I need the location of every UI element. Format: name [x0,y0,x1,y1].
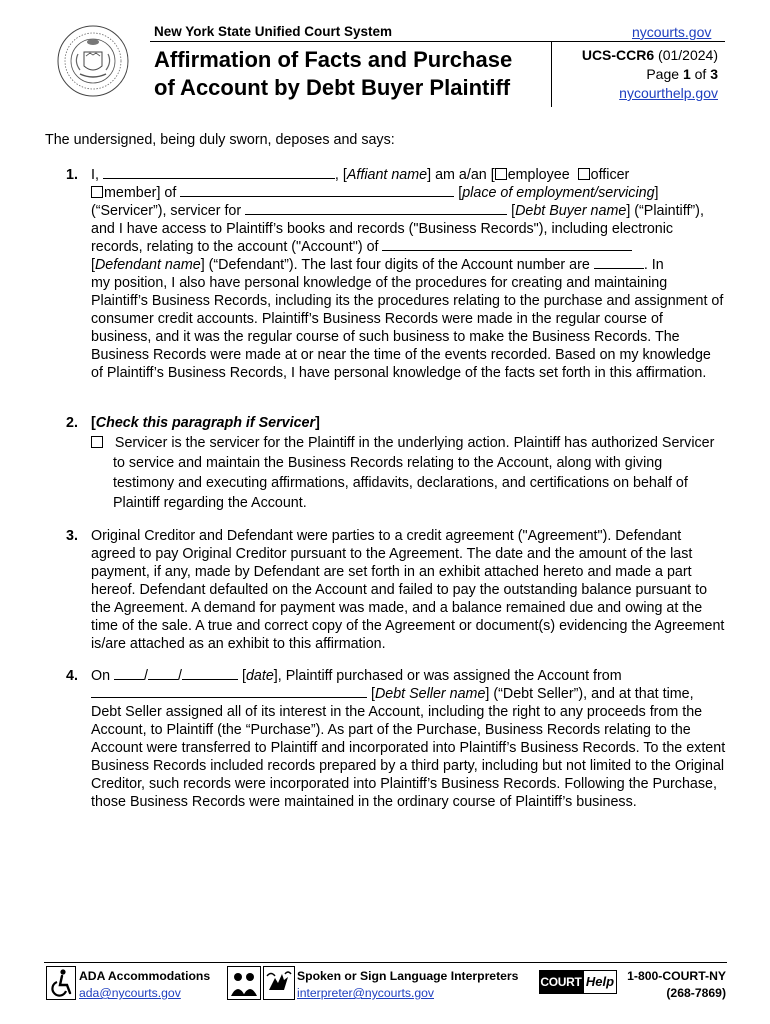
header-divider [551,42,552,107]
date-day-field[interactable] [148,667,178,680]
debt-buyer-field[interactable] [245,202,507,215]
phone-number: 1-800-COURT-NY [627,969,726,983]
logo-help-text: Help [583,970,617,994]
phone-digits: (268-7869) [666,986,726,1000]
court-system-name: New York State Unified Court System [154,24,393,39]
form-code: UCS-CCR6 [581,47,655,63]
logo-court-text: COURT [539,970,583,994]
place-label: place of employment/servicing [462,185,655,201]
ada-label: ADA Accommodations [79,969,211,983]
buyer-label: Debt Buyer name [515,203,627,219]
employee-checkbox[interactable] [495,168,507,180]
text: [ [454,185,463,201]
paragraph-4 [66,667,726,811]
date-month-field[interactable] [114,667,144,680]
member-checkbox[interactable] [91,186,103,198]
text: ] [315,415,320,431]
paragraph-number: 4. [66,668,78,684]
phone-block [620,968,726,1002]
ada-block [79,968,210,1002]
text: . In [643,257,664,273]
form-info [560,46,718,103]
nys-seal-icon [56,22,130,100]
date-label: date [245,668,274,684]
defendant-account-field[interactable] [382,238,632,251]
text: [ [91,257,95,273]
interpreter-label: Spoken or Sign Language Interpreters [297,969,519,983]
page-total: 3 [710,66,718,82]
interpreter-email-link[interactable]: interpreter@nycourts.gov [297,986,435,1000]
account-last-four-field[interactable] [594,256,644,269]
text: ] (“Plaintiff”), [626,203,704,219]
ada-email-link[interactable]: ada@nycourts.gov [79,986,181,1000]
text: and I have access to Plaintiff’s books and records ("Business Records"), including electronic [91,221,674,237]
affiant-name-field[interactable] [103,166,335,179]
paragraph-number: 2. [66,415,78,431]
place-of-employment-field[interactable] [180,184,454,197]
officer-label: officer [590,167,630,183]
page-number: 1 [682,66,691,82]
text: [ [367,686,375,702]
text: ] of [156,185,181,201]
text: ] am a/an [ [427,167,495,183]
text: records, relating to the account ("Account") of [91,239,383,255]
text: ], Plaintiff purchased or was assigned the Account from [273,668,622,684]
sign-language-icon [263,966,295,1000]
officer-checkbox[interactable] [578,168,590,180]
nycourts-link[interactable]: nycourts.gov [632,24,712,40]
text: [ [238,668,246,684]
wheelchair-icon [46,966,76,1000]
text: [ [91,415,96,431]
interpreter-icon [227,966,261,1000]
text: I, [91,167,103,183]
form-date: (01/2024) [654,47,718,63]
text: , [ [334,167,347,183]
text: (“Servicer”), servicer for [91,203,246,219]
courthelp-logo [539,970,617,994]
text: On [91,668,115,684]
form-title-line1: Affirmation of Facts and Purchase [154,47,513,72]
footer-rule [44,962,727,963]
text: ] [654,185,659,201]
form-title [154,46,512,102]
text: [ [507,203,516,219]
text: ] (“Debt Seller”), and at that time, [485,686,694,702]
page-word: Page [646,66,683,82]
employee-label: employee [507,167,570,183]
header-rule [150,41,725,42]
servicer-text: Servicer is the servicer for the Plaintiff in the underlying action. Plaintiff has authorized Servicer to service and maintain the Business Records relating to the Account, along with giving testimony and executing affirmations, affidavits, declarations, and certifications on behalf of Plaintiff regarding the Account. [113,435,715,511]
page-of: of [690,66,711,82]
nycourthelp-link[interactable]: nycourthelp.gov [619,85,718,101]
text: / [144,668,149,684]
intro-text: The undersigned, being duly sworn, deposes and says: [45,132,395,148]
form-title-line2: of Account by Debt Buyer Plaintiff [154,75,511,100]
paragraph-2 [66,414,726,513]
text: / [178,668,183,684]
affiant-label: Affiant name [346,167,428,183]
debt-seller-field[interactable] [91,685,367,698]
date-year-field[interactable] [182,667,238,680]
text: my position, I also have personal knowledge of the procedures for creating and maintaining Plaintiff’s Business Records, including its the procedures relating to the purchase and assignment of consumer credit accounts. Plaintiff’s Business Records were made in the regular course of business, and it was the regular course of such business to make the Business Records. The Business Records were made at or near the time of the events recorded. Based on my knowledge of Plaintiff’s Business Records, I have personal knowledge of the facts set forth in this affirmation. [91,275,724,381]
interpreter-block [297,968,518,1002]
defendant-label: Defendant name [94,257,201,273]
paragraph-number: 3. [66,528,78,544]
paragraph-number: 1. [66,167,78,183]
servicer-checkbox[interactable] [91,436,103,448]
text: ] (“Defendant”). The last four digits of the Account number are [200,257,594,273]
member-label: member [104,185,157,201]
text: Debt Seller assigned all of its interest in the Account, including the right to any proceeds from the Account, to Plaintiff (the “Purchase”). As part of the Purchase, Business Records relating to the Account were transferred to Plaintiff and incorporated into Plaintiff’s Business Records. To the extent Business Records included records prepared by a third party, including but not limited to the Original Creditor, such records were incorporated into Plaintiff’s Business Records. Following the Purchase, those Business Records were maintained in the ordinary course of Plaintiff’s business. [91,704,726,810]
paragraph-1 [66,166,726,382]
seller-label: Debt Seller name [374,686,486,702]
servicer-heading: Check this paragraph if Servicer [95,415,316,431]
agreement-text: Original Creditor and Defendant were parties to a credit agreement ("Agreement"). Defendant agreed to pay Original Creditor pursuant to the Agreement. The date and the amount of the last payment, if any, made by Defendant are set forth in an exhibit attached hereto and made a part hereof. Defendant defaulted on the Account and failed to pay the outstanding balance pursuant to the Agreement. A demand for payment was made, and a balance remained due and owing at the time of the sale. A true and correct copy of the Agreement or document(s) evidencing the Agreement is/are attached as an exhibit to this affirmation. [91,528,725,652]
paragraph-3 [66,527,726,653]
